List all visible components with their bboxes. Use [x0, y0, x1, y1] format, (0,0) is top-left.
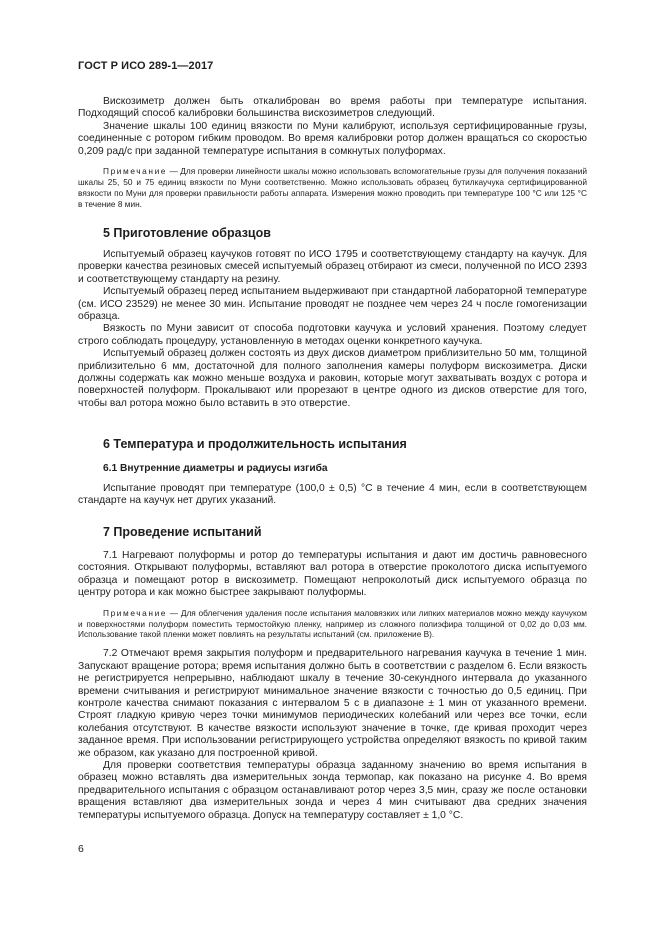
- note-text: — Для проверки линейности шкалы можно использовать вспомогательные грузы для получения показаний шкалы 25, 50 и 75 единиц вязкости по Муни соответственно. Можно использовать образец бутилкаучука сертифицированной вязкости по Муни для проверки правильности работы аппарата. Измерения можно проводить при температуре 100 °C или 125 °C в течение 8 мин.: [78, 166, 587, 209]
- subsection-title: 6.1 Внутренние диаметры и радиусы изгиба: [103, 463, 328, 474]
- section-title: 7 Проведение испытаний: [103, 525, 262, 539]
- note-text: — Для облегчения удаления после испытания маловязких или липких материалов можно между каучуком и поверхностями полуформ поместить термостойкую пленку, например из сложного полиэфира толщиной от 0,02 до 0,03 мм. Использование такой пленки может повлиять на результаты испытаний (см. приложение В).: [78, 607, 587, 640]
- intro-block: [78, 96, 587, 210]
- note-label: Примечание: [103, 607, 168, 618]
- paragraph: Испытуемый образец каучуков готовят по ИСО 1795 и соответствующему стандарту на каучук. Для проверки качества резиновых смесей испытуемый образец отбирают из смеси, полученной по ИСО 2393 и соответствующему стандарту на резину.: [78, 249, 587, 285]
- note: [78, 608, 587, 641]
- section-6: [78, 437, 587, 508]
- document-header: ГОСТ Р ИСО 289-1—2017: [78, 60, 214, 72]
- section-title: 6 Температура и продолжительность испытания: [103, 437, 407, 451]
- paragraph: Испытуемый образец должен состоять из двух дисков диаметром приблизительно 50 мм, толщиной приблизительно 6 мм, достаточной для полного заполнения камеры полуформ вискозиметра. Диски должны содержать как можно меньше воздуха и раковин, которые могут захватывать воздух с ротора и поверхностей полуформ. Прокалывают или прорезают в центре одного из дисков отверстие для того, чтобы вал ротора можно было вставить в это отверстие.: [78, 348, 587, 409]
- page-number: 6: [78, 843, 84, 855]
- section-title: 5 Приготовление образцов: [103, 226, 271, 240]
- paragraph: Вискозиметр должен быть откалиброван во время работы при температуре испытания. Подходящий способ калибровки большинства вискозиметров следующий.: [78, 96, 587, 120]
- section-5: [78, 226, 587, 410]
- paragraph: Испытание проводят при температуре (100,0 ± 0,5) °C в течение 4 мин, если в соответствующем стандарте на каучук нет других указаний.: [78, 483, 587, 507]
- note: [78, 166, 587, 210]
- section-7: [78, 525, 587, 822]
- paragraph: Испытуемый образец перед испытанием выдерживают при стандартной лабораторной температуре (см. ИСО 23529) не менее 30 мин. Испытание проводят не позднее чем через 24 ч после гомогенизации образца.: [78, 286, 587, 323]
- paragraph: 7.1 Нагревают полуформы и ротор до температуры испытания и дают им достичь равновесного состояния. Открывают полуформы, вставляют вал ротора в отверстие проколотого диска испытуемого образца и помещают ротор в вискозиметр. Помещают непроколотый диск испытуемого образца по центру ротора и как можно быстрее закрывают полуформы.: [78, 550, 587, 599]
- paragraph: Для проверки соответствия температуры образца заданному значению во время испытания в образец можно вставлять два измерительных зонда термопар, как показано на рисунке 4. Во время предварительного испытания с образцом останавливают ротор через 3,5 мин, сразу же после остановки вращения вставляют два измерительных зонда и через 4 мин считывают два средних значения температуры испытуемого образца. Допуск на температуру составляет ± 1,0 °C.: [78, 760, 587, 821]
- paragraph: Значение шкалы 100 единиц вязкости по Муни калибруют, используя сертифицированные грузы, соединенные с ротором гибким проводом. Во время калибровки ротор должен вращаться со скоростью 0,209 рад/с при заданной температуре испытания в сомкнутых полуформах.: [78, 120, 587, 157]
- note-label: Примечание: [103, 166, 168, 177]
- paragraph: Вязкость по Муни зависит от способа подготовки каучука и условий хранения. Поэтому следует строго соблюдать процедуру, установленную в методах оценки конкретного каучука.: [78, 323, 587, 347]
- paragraph: 7.2 Отмечают время закрытия полуформ и предварительного нагревания каучука в течение 1 мин. Запускают вращение ротора; время испытания должно быть в соответствии с разделом 6. Если вязкость не регистрируется непрерывно, наблюдают шкалу в течение 30-секундного интервала до указанного времени считывания и регистрируют минимальное значение вязкости с точностью до 0,5 единиц. При контроле качества снимают показания с интервалом 5 с в диапазоне ± 1 мин от указанного времени. Строят гладкую кривую через точки минимумов периодических колебаний или через все точки, если колебания отсутствуют. В качестве вязкости используют значение в точке, где кривая проходит через заданное время. При использовании регистрирующего устройства определяют вязкость по кривой таким же образом, как указано для построенной кривой.: [78, 648, 587, 759]
